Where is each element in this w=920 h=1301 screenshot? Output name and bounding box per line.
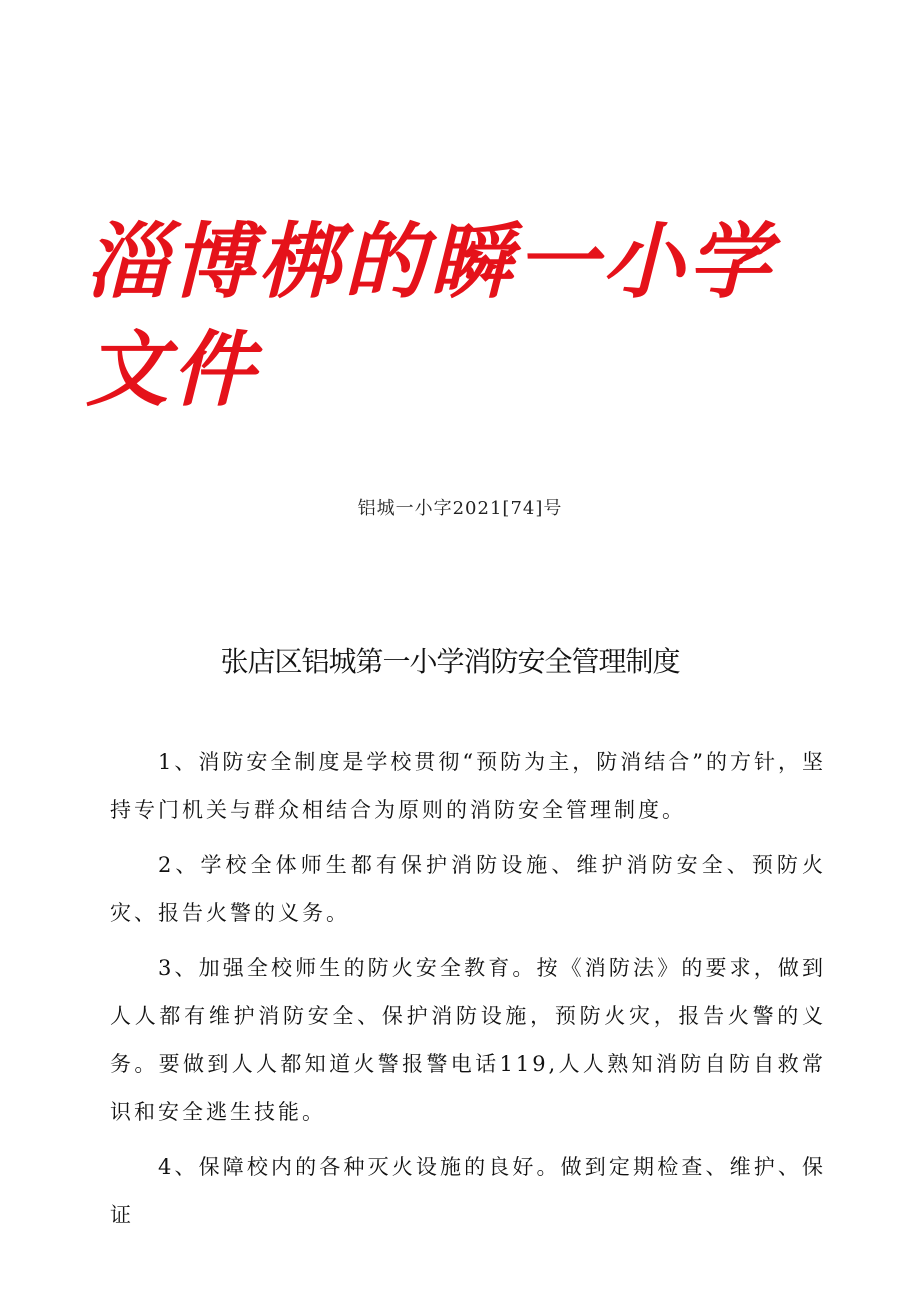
paragraph-1: 1、消防安全制度是学校贯彻“预防为主，防消结合”的方针，坚持专门机关与群众相结合为原则的消防安全管理制度。 xyxy=(110,750,826,822)
document-body xyxy=(110,738,826,1246)
paragraph-3: 3、加强全校师生的防火安全教育。按《消防法》的要求，做到人人都有维护消防安全、保护消防设施，预防火灾，报告火警的义务。要做到人人都知道火警报警电话119,人人熟知消防自防自救常识和安全逃生技能。 xyxy=(110,956,826,1124)
document-number: 铝城一小字2021[74]号 xyxy=(357,498,563,519)
document-title: 张店区铝城第一小学消防安全管理制度 xyxy=(220,645,680,678)
paragraph-4: 4、保障校内的各种灭火设施的良好。做到定期检查、维护、保证 xyxy=(110,1155,826,1227)
red-header-title: 淄博梆的瞬一小学文件 xyxy=(86,214,774,418)
paragraph-2: 2、学校全体师生都有保护消防设施、维护消防安全、预防火灾、报告火警的义务。 xyxy=(110,853,826,925)
